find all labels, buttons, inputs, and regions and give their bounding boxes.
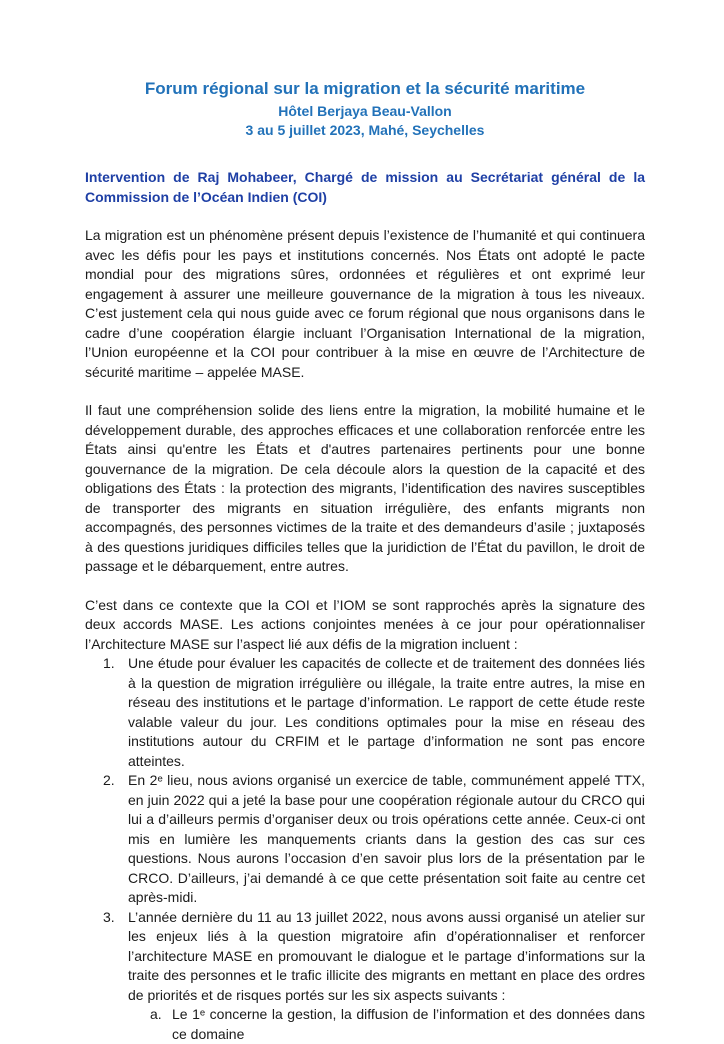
sub-list-item-gestion [85,1005,645,1044]
list-marker: 3. [103,908,115,925]
list-item-etude [85,654,645,771]
list-item-text: Une étude pour évaluer les capacités de collecte et de traitement des données liés à la question de migration irrégulière ou illégale, la traite entre autres, la mise en réseau des institutions et le partage d’information. Le rapport de cette étude reste valable valeur du jour. Les conditions optimales pour la mise en réseau des institutions autour du CRFIM et le partage d’information ne sont pas encore atteintes. [128,655,645,769]
paragraph-comprehension-liens: Il faut une compréhension solide des liens entre la migration, la mobilité humaine et le développement durable, des approches efficaces et une collaboration renforcée entre les États ainsi qu'entre les États et d'autres partenaires pertinents pour une bonne gouvernance de la migration. De cela découle alors la question de la capacité et des obligations des États : la protection des migrants, l’identification des navires susceptibles de transporter des migrants en situation irrégulière, des enfants migrants non accompagnés, des personnes victimes de la traite et des demandeurs d’asile ; juxtaposés à des questions juridiques difficiles telles que la juridiction de l’État du pavillon, le droit de passage et le débarquement, entre autres. [85,402,645,574]
speaker-heading: Intervention de Raj Mohabeer, Chargé de mission au Secrétariat général de la Commission de l’Océan Indien (COI) [85,169,645,205]
numbered-list [85,654,645,1044]
list-item-text: L’année dernière du 11 au 13 juillet 2022, nous avons aussi organisé un atelier sur les enjeux liés à la question migratoire afin d’opérationnaliser et renforcer l’architecture MASE en promouvant le dialogue et le partage d’informations sur la traite des personnes et le trafic illicite des migrants en mettant en place des ordres de priorités et de risques portés sur les six aspects suivants : [128,908,645,1003]
list-marker: 1. [103,655,115,671]
document-title: Forum régional sur la migration et la sécurité maritime [144,79,586,98]
list-item-text: En 2ᵉ lieu, nous avions organisé un exercice de table, communément appelé TTX, en juin 2022 qui a jeté la base pour une coopération régionale autour du CRCO qui lui a d’ailleurs permis d’organiser deux ou trois opérations cette année. Ceux-ci ont mis en lumière les manquements criants dans la gestion des cas sur ces questions. Nous aurons l’occasion d’en savoir plus lors de la présentation par le CRCO. D’ailleurs, j’ai demandé à ce que cette présentation soit faite au centre cet après-midi. [128,772,645,905]
paragraph-contexte-coi-iom: C’est dans ce contexte que la COI et l’IOM se sont rapprochés après la signature des deux accords MASE. Les actions conjointes menées à ce jour pour opérationnaliser l’Architecture MASE sur l’aspect lié aux défis de la migration incluent : [85,596,645,652]
list-item-exercice-ttx [85,771,645,908]
sub-list-marker: a. [150,1006,162,1022]
subtitle-venue: Hôtel Berjaya Beau-Vallon [278,103,452,119]
subtitle-date: 3 au 5 juillet 2023, Mahé, Seychelles [245,122,485,138]
list-item-atelier-2022 [85,908,645,1006]
sub-list-item-text: Le 1ᵉ concerne la gestion, la diffusion de l’information et des données dans ce domaine [172,1006,645,1042]
paragraph-migration-phenomenon: La migration est un phénomène présent depuis l’existence de l’humanité et qui continuera avec les défis pour les pays et institutions concernés. Nos États ont adopté le pacte mondial pour des migrations sûres, ordonnées et régulières et ont exprimé leur engagement à assurer une meilleure gouvernance de la migration à tous les niveaux. C’est justement cela qui nous guide avec ce forum régional que nous organisons dans le cadre d’une coopération élargie incluant l’Organisation International de la migration, l’Union européenne et la COI pour contribuer à la mise en œuvre de l’Architecture de sécurité maritime – appelée MASE. [85,227,645,380]
list-marker: 2. [103,772,115,788]
